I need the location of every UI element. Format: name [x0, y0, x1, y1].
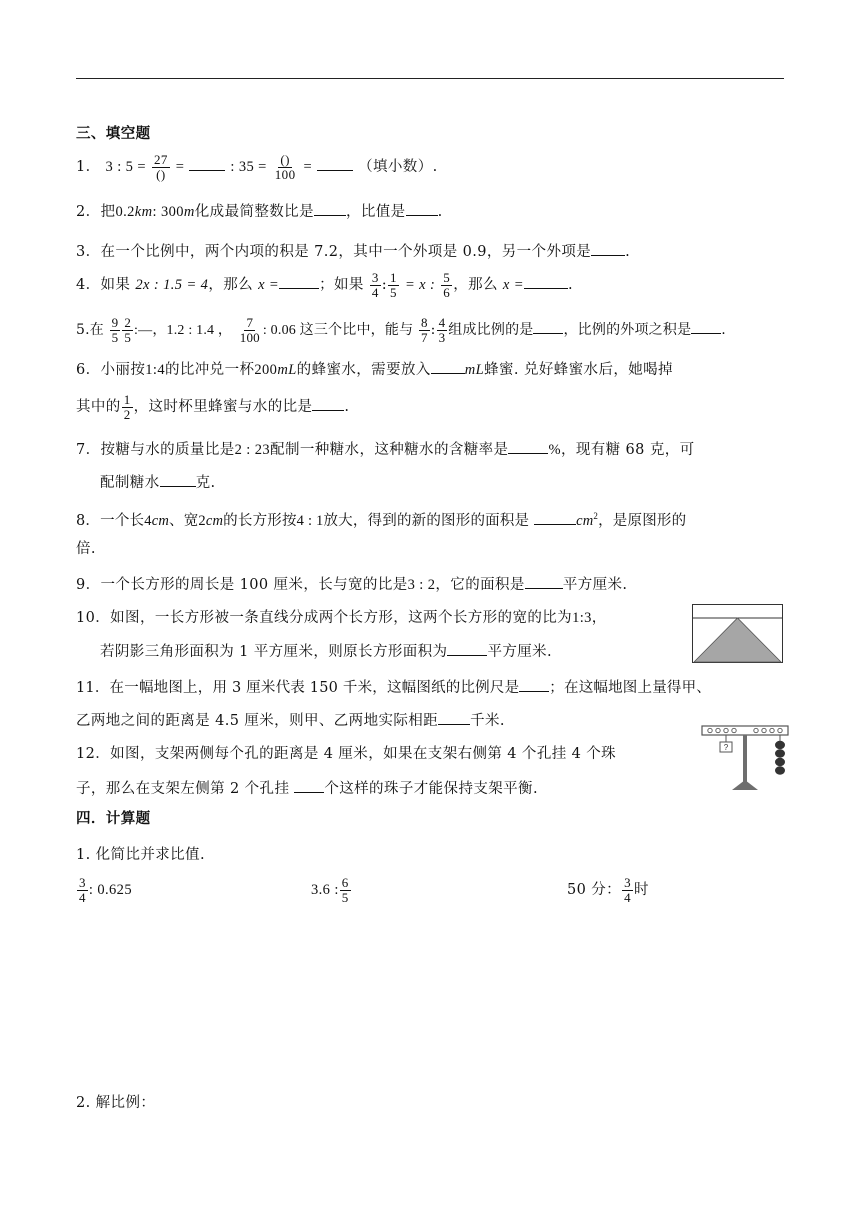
question-7-line-2: 配制糖水 克. — [100, 472, 216, 493]
answer-blank[interactable] — [591, 241, 625, 256]
answer-blank[interactable] — [533, 319, 563, 334]
section-title-fill-blank: 三、填空题 — [76, 125, 151, 142]
bead — [775, 766, 785, 774]
answer-blank[interactable] — [279, 274, 319, 289]
calc-question-1: 1. 化简比并求比值. — [76, 847, 205, 863]
question-7-line-1: 7．按糖与水的质量比是2 : 23配制一种糖水，这种糖水的含糖率是 %，现有糖 68 克，可 — [76, 439, 695, 460]
balance-stand-figure — [700, 720, 792, 792]
answer-blank[interactable] — [160, 472, 196, 487]
header-rule — [76, 78, 784, 79]
calc-question-2: 2. 解比例： — [76, 1095, 156, 1111]
answer-blank[interactable] — [406, 201, 438, 216]
bead — [775, 741, 785, 749]
answer-blank[interactable] — [312, 396, 344, 411]
answer-blank[interactable] — [519, 677, 549, 692]
balance-pole — [743, 735, 747, 785]
answer-blank[interactable] — [314, 201, 346, 216]
svg-text:?: ? — [723, 743, 729, 752]
rectangle-triangle-figure — [692, 604, 784, 664]
answer-blank[interactable] — [447, 641, 487, 656]
calc-expression-1: $\frac{3}{4}$ : 0.625 — [79, 874, 132, 905]
question-1: 1． 3 : 5 = $\frac{27}{()}$ = : 35 = $\frac{()}{100}$ = （填小数）. — [76, 151, 438, 182]
question-8-line-2: 倍. — [76, 541, 96, 557]
question-5: 5.在 $\frac{9}{5}$ $\frac{2}{5}$ :—，1.2 : 1.4 ， $\frac{7}{100}$ : 0.06 这三个比中，能与 $\frac{8}{7}$ : $\frac{4}{3}$ 组成比例的是 ，比例的外项之积是 . — [76, 314, 726, 345]
balance-base — [732, 780, 758, 790]
answer-blank[interactable] — [189, 156, 225, 171]
calc-expression-3: 50 分： $\frac{3}{4}$ 时 — [567, 874, 649, 905]
question-2: 2．把0.2km: 300m化成最简整数比是 ，比值是 . — [76, 201, 443, 222]
answer-blank[interactable] — [431, 359, 465, 374]
answer-blank[interactable] — [294, 778, 324, 793]
question-11-line-1: 11．在一幅地图上，用 3 厘米代表 150 千米，这幅图纸的比例尺是 ；在这幅地图上量得甲、 — [76, 677, 711, 698]
answer-blank[interactable] — [508, 439, 548, 454]
question-6-line-2: 其中的 $\frac{1}{2}$ ，这时杯里蜂蜜与水的比是 . — [76, 391, 350, 422]
balance-beam — [702, 726, 788, 735]
answer-blank[interactable] — [525, 574, 563, 589]
question-10-line-1: 10．如图，一长方形被一条直线分成两个长方形，这两个长方形的宽的比为1:3， — [76, 610, 607, 626]
question-4: 4．如果 2x : 1.5 = 4，那么 x = ；如果 $\frac{3}{4}$ : $\frac{1}{5}$ = x : $\frac{5}{6}$ ，那么 x = . — [76, 269, 573, 300]
answer-blank[interactable] — [438, 710, 470, 725]
answer-blank[interactable] — [534, 510, 576, 525]
calc-expression-2: 3.6 : $\frac{6}{5}$ — [311, 874, 349, 905]
question-6-line-1: 6．小丽按1:4的比冲兑一杯200mL的蜂蜜水，需要放入 mL蜂蜜. 兑好蜂蜜水后，她喝掉 — [76, 359, 673, 380]
answer-blank[interactable] — [317, 156, 353, 171]
answer-blank[interactable] — [524, 274, 568, 289]
question-12-line-2: 子，那么在支架左侧第 2 个孔挂 个这样的珠子才能保持支架平衡. — [76, 778, 538, 799]
question-9: 9．一个长方形的周长是 100 厘米，长与宽的比是3 : 2，它的面积是 平方厘米. — [76, 574, 627, 595]
question-10-line-2: 若阴影三角形面积为 1 平方厘米，则原长方形面积为 平方厘米. — [100, 641, 552, 662]
question-11-line-2: 乙两地之间的距离是 4.5 厘米，则甲、乙两地实际相距 千米. — [76, 710, 505, 731]
bead — [775, 749, 785, 757]
section-title-calculation: 四．计算题 — [76, 810, 151, 827]
question-12-line-1: 12．如图，支架两侧每个孔的距离是 4 厘米，如果在支架右侧第 4 个孔挂 4 个珠 — [76, 746, 617, 762]
answer-blank[interactable] — [691, 319, 721, 334]
question-8-line-1: 8．一个长4cm、宽2cm的长方形按4 : 1放大，得到的新的图形的面积是 $cm^2$，是原图形的 — [76, 511, 687, 529]
bead — [775, 758, 785, 766]
question-3: 3．在一个比例中，两个内项的积是 7.2，其中一个外项是 0.9，另一个外项是 . — [76, 241, 630, 262]
